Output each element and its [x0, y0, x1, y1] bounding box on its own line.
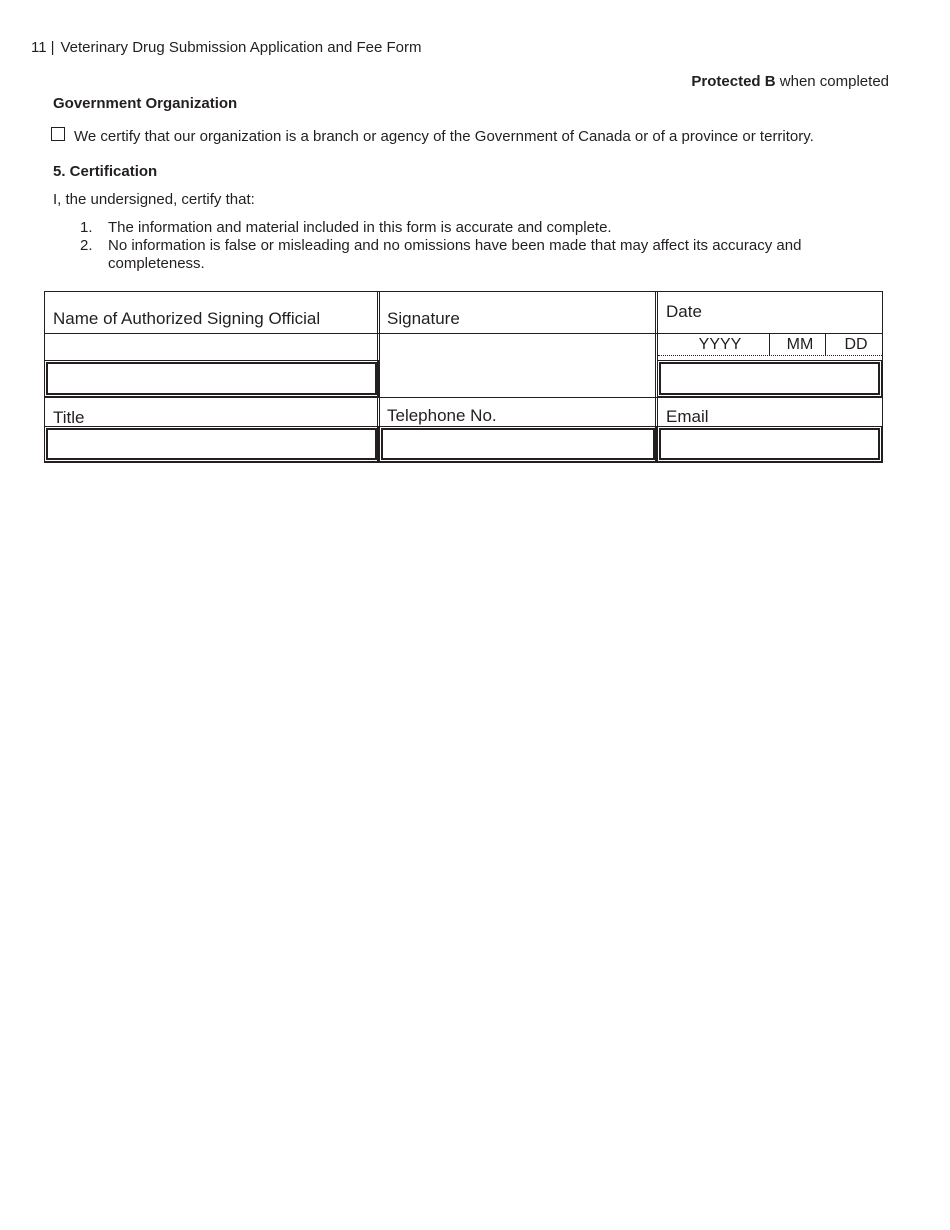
table-divider	[825, 334, 826, 355]
name-input[interactable]	[46, 362, 377, 395]
list-item	[80, 219, 860, 239]
header-separator: |	[50, 39, 55, 56]
date-input[interactable]	[659, 362, 880, 395]
page-header	[31, 39, 422, 56]
title-label: Title	[53, 408, 85, 427]
list-item-number: 1.	[80, 219, 93, 236]
table-divider	[44, 333, 883, 334]
table-divider	[769, 334, 770, 355]
phone-label: Telephone No.	[387, 406, 497, 425]
table-divider	[655, 291, 658, 463]
classification-level: Protected B	[691, 73, 776, 90]
list-item-text: No information is false or misleading and no omissions have been made that may affect its accuracy and completeness.	[108, 237, 802, 272]
gov-org-heading: Government Organization	[53, 95, 238, 112]
table-divider	[44, 397, 883, 398]
list-item	[80, 237, 860, 277]
certification-heading: 5. Certification	[53, 163, 158, 180]
gov-org-checkbox[interactable]	[51, 127, 65, 141]
list-item-text: The information and material included in this form is accurate and complete.	[108, 219, 612, 236]
document-title: Veterinary Drug Submission Application and Fee Form	[60, 39, 422, 56]
signature-area[interactable]	[381, 335, 653, 395]
table-divider	[658, 355, 882, 356]
email-label: Email	[666, 407, 709, 426]
date-day-label: DD	[844, 336, 868, 353]
list-item-number: 2.	[80, 237, 93, 254]
classification-condition: when completed	[779, 73, 889, 90]
phone-input[interactable]	[381, 428, 655, 460]
date-label: Date	[666, 302, 702, 321]
title-input[interactable]	[46, 428, 377, 460]
signature-label: Signature	[387, 309, 460, 328]
page-number: 11	[31, 39, 47, 56]
name-label: Name of Authorized Signing Official	[53, 309, 321, 328]
table-divider	[377, 291, 380, 463]
classification-notice	[691, 73, 889, 90]
date-month-label: MM	[786, 336, 814, 353]
email-input[interactable]	[659, 428, 880, 460]
date-year-label: YYYY	[698, 336, 742, 353]
gov-org-checkbox-label: We certify that our organization is a branch or agency of the Government of Canada or of a province or territory.	[74, 128, 814, 145]
certification-intro: I, the undersigned, certify that:	[53, 191, 255, 208]
